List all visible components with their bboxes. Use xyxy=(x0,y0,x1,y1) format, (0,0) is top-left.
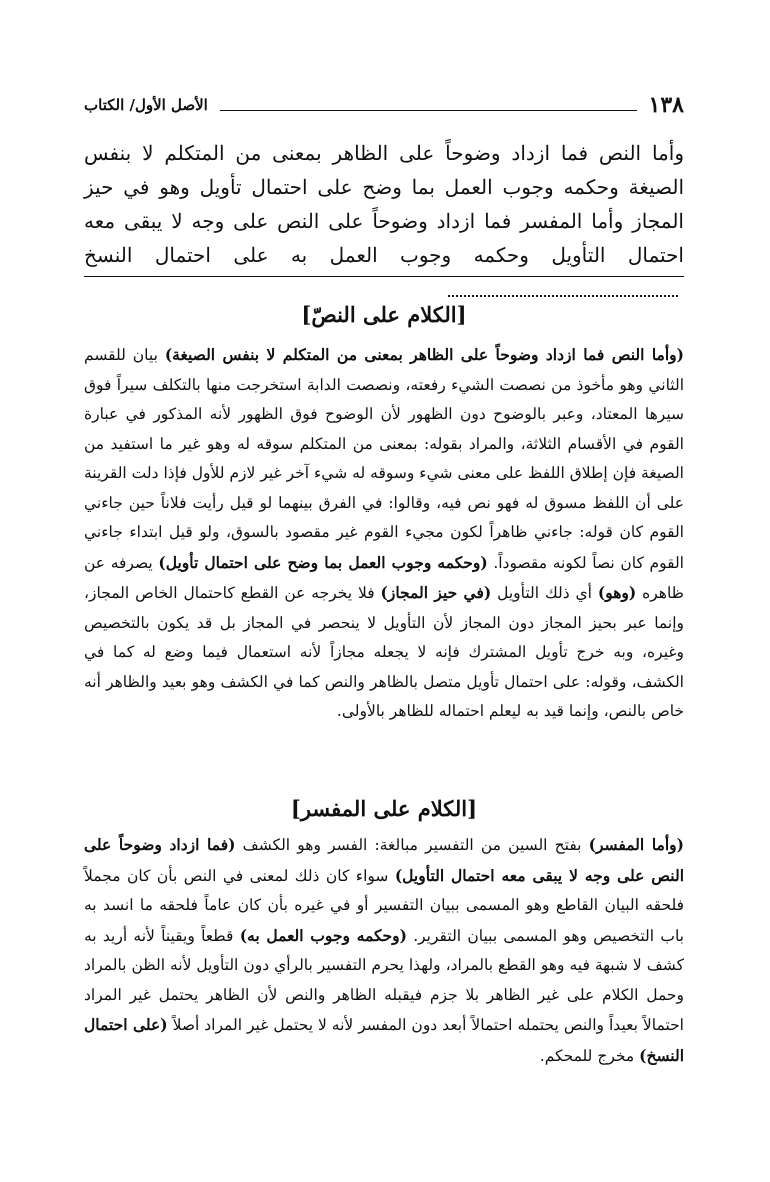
commentary-text: سواء كان ذلك لمعنى في النص بأن كان مجملاً فلحقه البيان القاطع وهو المسمى ببيان التفسير أو في غيره بأن كان عاماً فلحقه ما انسد به باب التخصيص وهو المسمى ببيان التقرير. xyxy=(84,866,684,945)
matn-text-block xyxy=(84,136,684,306)
dotted-leader xyxy=(448,285,678,297)
commentary-mufassar xyxy=(84,830,684,1071)
page-header xyxy=(84,92,684,118)
commentary-text: فلا يخرجه عن القطع كاحتمال الخاص المجاز، وإنما عبر بحيز المجاز دون المجاز لأن التأويل لا ينحصر في المجاز بل قد يكون بالتخصيص وغيره، وبه خرج تأويل المشترك فإنه لا يجعله مجازاً لأنه استعمال فيما وضع له كما في الكشف، وقوله: على احتمال تأويل متصل بالظاهر والنص كما في الكشف وهو بعيد والظاهر أنه خاص بالنص، وإنما قيد به ليعلم احتماله للظاهر بالأولى. xyxy=(84,584,684,720)
commentary-nass xyxy=(84,340,684,727)
quoted-matn: (وحكمه وجوب العمل بما وضح على احتمال تأويل) xyxy=(158,552,488,572)
matn-text: وأما النص فما ازداد وضوحاً على الظاهر بمعنى من المتكلم لا بنفس الصيغة وحكمه وجوب العمل بما وضح على احتمال تأويل وهو في حيز المجاز وأما المفسر فما ازداد وضوحاً على النص على وجه لا يبقى معه احتمال التأويل وحكمه وجوب العمل به على احتمال النسخ xyxy=(84,141,684,267)
running-title: الأصل الأول/ الكتاب xyxy=(84,96,208,114)
commentary-text: أي ذلك التأويل xyxy=(497,584,592,602)
commentary-text: بفتح السين من التفسير مبالغة: الفسر وهو الكشف xyxy=(242,836,582,854)
commentary-text: مخرج للمحكم. xyxy=(539,1046,635,1065)
quoted-matn: (وهو) xyxy=(597,583,637,602)
quoted-matn: (وأما النص فما ازداد وضوحاً على الظاهر بمعنى من المتكلم لا بنفس الصيغة) xyxy=(164,345,684,364)
commentary-text: بيان للقسم الثاني وهو مأخوذ من نصصت الشيء رفعته، ونصصت الدابة استخرجت منها بالتكلف سيراً فوق سيرها المعتاد، وعبر بالوضوح دون الظهور لأن الوضوح فوق الظهور لأنه المذكور في عبارة القوم في الأقسام الثلاثة، والمراد بقوله: بمعنى من المتكلم سوقه له وهو غير ما استفيد من الصيغة فإن إطلاق اللفظ على معنى شيء وسوقه له شيء آخر غير لازم للأول فإذا دلت القرينة على أن اللفظ مسوق له فهو نص فيه، وقالوا: في الفرق بينهما لو قيل رأيت فلاناً حين جاءني القوم كان قوله: جاءني ظاهراً لكون مجيء القوم غير مقصود بالسوق، ولو قيل ابتداء جاءني القوم كان نصاً لكونه مقصوداً. xyxy=(84,346,684,572)
header-rule xyxy=(220,110,637,111)
commentary-text: قطعاً ويقيناً لأنه أريد به كشف لا شبهة فيه وهو القطع بالمراد، ولهذا يحرم التفسير بالرأي دون التأويل لأنه الظن بالمراد وحمل الكلام على غير الظاهر بلا جزم فيقبله الظاهر والنص لأن الظاهر يحتمل غير المراد احتمالاً بعيداً والنص يحتمله احتمالاً أبعد دون المفسر لأنه لا يحتمل غير المراد أصلاً xyxy=(84,926,684,1034)
page-number: ١٣٨ xyxy=(648,92,684,118)
section-heading-mufassar: [الكلام على المفسر] xyxy=(290,796,478,821)
quoted-matn: (وحكمه وجوب العمل به) xyxy=(239,925,407,945)
section-heading-nass: [الكلام على النصّ] xyxy=(301,302,467,327)
quoted-matn: (في حيز المجاز) xyxy=(380,583,492,602)
quoted-matn: (وأما المفسر) xyxy=(588,835,684,854)
matn-divider xyxy=(84,276,684,277)
quoted-matn: (فما ازداد وضوحاً على النص على وجه لا يبقى معه احتمال التأويل) xyxy=(84,835,684,885)
commentary-text: يصرفه عن ظاهره xyxy=(84,553,684,602)
quoted-matn: (على احتمال النسخ) xyxy=(84,1015,684,1065)
